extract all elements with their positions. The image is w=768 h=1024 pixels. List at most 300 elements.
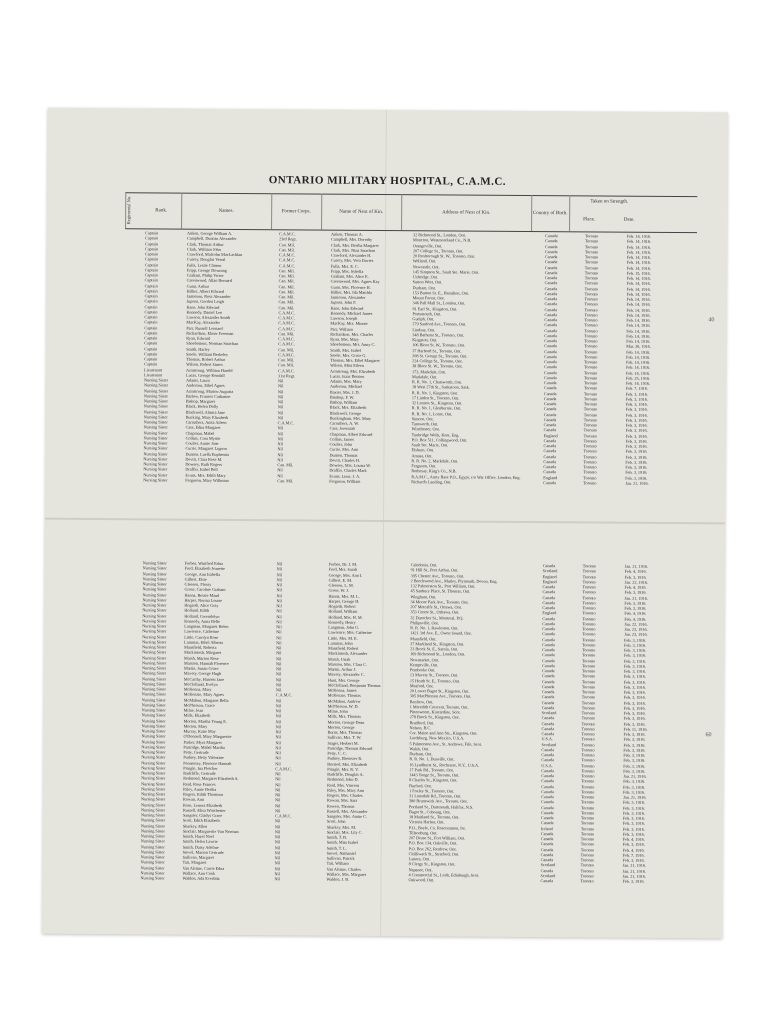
cell-corps: Nil xyxy=(276,597,282,604)
cell-rank: Captain xyxy=(144,235,159,241)
cell-rank: Nursing Sister xyxy=(142,602,167,608)
cell-date: Jan. 21, 1916. xyxy=(622,862,647,869)
cell-date: Feb. 15, 1916. xyxy=(626,270,651,276)
cell-country: Canada xyxy=(542,563,556,569)
cell-date: Feb. 14, 1916. xyxy=(626,244,652,250)
cell-corps: Nil xyxy=(276,571,283,577)
cell-place: Toronto xyxy=(580,841,594,847)
cell-name: Lawson, Alexander Smith xyxy=(186,314,231,320)
cell-country: Canada xyxy=(540,867,554,873)
cell-address: Renfrew, Ont. xyxy=(409,698,434,704)
cell-address: 1443 Yonge St., Toronto, Ont. xyxy=(409,772,460,778)
cell-place: Toronto xyxy=(584,238,599,244)
cell-name: Hanna, Bessie Maud xyxy=(184,592,220,598)
cell-rank: Nursing Sister xyxy=(142,633,167,639)
cell-rank: Captain xyxy=(144,330,158,336)
cell-rank: Nursing Sister xyxy=(142,628,167,634)
cell-corps: Nil xyxy=(274,844,281,850)
cell-corps: C.A.M.C. xyxy=(278,367,295,373)
cell-corps: C.A.M.C. xyxy=(278,310,296,316)
cell-corps: Nil xyxy=(274,870,280,877)
cell-rank: Nursing Sister xyxy=(143,419,168,425)
cell-rank: Captain xyxy=(144,240,158,246)
cell-name: Parr, Russell Leonard xyxy=(186,325,223,331)
cell-place: Toronto xyxy=(581,752,595,758)
cell-name: Jupson, Gordon Leigh xyxy=(186,298,224,305)
cell-kin: Jupson, John F. xyxy=(330,299,357,306)
cell-name: Aitken, George William A. xyxy=(187,230,233,236)
cell-rank: Captain xyxy=(144,351,158,357)
cell-address: 31 Lonsdale Rd., Toronto, Ont. xyxy=(409,793,462,799)
cell-name: Murray, Katie May xyxy=(183,728,216,734)
cell-kin: Carruthers, A. W. xyxy=(329,420,359,426)
cell-place: Toronto xyxy=(584,270,598,276)
cell-corps: Nil xyxy=(276,566,283,572)
cell-place: Toronto xyxy=(583,432,597,438)
cell-corps: Nil xyxy=(275,681,282,688)
cell-address: Napanee, Ont. xyxy=(408,866,433,872)
cell-address: Caledonia, Ont. xyxy=(410,562,438,568)
cell-kin: McClelland, Benjamin Thomas xyxy=(327,682,381,688)
cell-address: 34 Moore Park Ave., Toronto, Ont. xyxy=(410,598,469,605)
cell-country: Canada xyxy=(542,657,555,663)
cell-name: Barlow, Frances Catharine xyxy=(185,393,231,399)
cell-kin: Lawson, Joseph xyxy=(330,315,358,321)
cell-place: Toronto xyxy=(584,296,598,302)
cell-corps: Nil xyxy=(275,697,282,703)
header-reg-no: Regimental No. xyxy=(125,192,142,228)
cell-date: Feb. 3, 1916. xyxy=(623,736,646,743)
cell-reg-no xyxy=(123,477,141,482)
cell-place: Toronto xyxy=(584,327,598,333)
cell-country: Canada xyxy=(541,773,554,779)
cell-country: Canada xyxy=(542,620,555,626)
cell-date: Feb. 3, 1916. xyxy=(623,689,646,695)
cell-date: Feb. 4, 1916. xyxy=(624,610,647,617)
cell-rank: Nursing Sister xyxy=(141,717,166,723)
cell-country: Canada xyxy=(544,243,558,249)
cell-date: Feb. 7, 1916. xyxy=(625,385,648,392)
cell-address: 145 Simpson St., Sault Ste. Marie, Ont. xyxy=(412,268,479,275)
cell-place: Toronto xyxy=(584,254,599,260)
cell-country: Canada xyxy=(544,296,558,302)
cell-address: Newcastle, Ont. xyxy=(412,263,440,269)
cell-address: Ferguson, Ont. xyxy=(411,463,437,469)
cell-rank: Captain xyxy=(144,361,158,367)
page-mark-bottom: 60 xyxy=(705,732,712,739)
cell-date: Feb. 3, 1916. xyxy=(622,857,645,863)
cell-corps: Nil xyxy=(275,708,282,714)
cell-corps: C.A.M.C. xyxy=(278,231,296,237)
cell-corps: Nil xyxy=(274,834,281,840)
cell-rank: Nursing Sister xyxy=(140,807,166,813)
cell-country: Canada xyxy=(542,652,555,658)
cell-country: Canada xyxy=(542,584,556,590)
cell-date: Jan. 22, 1916. xyxy=(624,621,648,627)
cell-address: 106 Bloor St. W., Toronto, Ont. xyxy=(412,342,465,348)
cell-date: Feb. 3, 1916. xyxy=(623,705,646,711)
cell-place: Toronto xyxy=(581,736,595,742)
cell-rank: Nursing Sister xyxy=(142,591,167,597)
cell-corps: Nil xyxy=(275,802,281,808)
cell-rank: Nursing Sister xyxy=(141,786,166,792)
cell-rank: Nursing Sister xyxy=(140,864,165,870)
cell-address: Kemptville, Ont. xyxy=(409,661,439,668)
cell-name: Devitt, Clara Rose M. xyxy=(185,456,223,462)
cell-date: Feb. 3, 1916. xyxy=(622,878,645,884)
cell-name: Forbes, Winifred Edna xyxy=(184,560,223,566)
cell-place: Toronto xyxy=(583,422,597,428)
cell-rank: Nursing Sister xyxy=(141,749,166,755)
cell-date: Feb. 14, 1916. xyxy=(626,254,651,260)
cell-corps: Nil xyxy=(275,797,281,803)
cell-date: Feb. 3, 1916. xyxy=(625,406,648,413)
cell-kin: Gilbert, E. M. xyxy=(328,577,353,583)
cell-country: Canada xyxy=(542,615,555,621)
cell-name: Pennessey, Florence Hannah xyxy=(183,760,232,766)
cell-kin: George, Mrs. Ann I. xyxy=(328,572,363,578)
cell-rank: Nursing Sister xyxy=(143,414,168,420)
cell-kin: Mills, Mrs. Thomas xyxy=(327,713,361,720)
cell-address: Cor. Maine and Ann Sts., Kingston, Ont. xyxy=(409,730,478,736)
cell-date: Feb. 3, 1916. xyxy=(625,391,648,397)
cell-kin: Greenwood, Mrs. Agnes Kay xyxy=(330,278,380,285)
cell-corps: Nil xyxy=(275,739,281,745)
cell-date: Feb. 3, 1916. xyxy=(623,679,646,685)
cell-kin: Kennedy, Michael James xyxy=(330,310,373,316)
cell-name: Little, Carolyn Rose xyxy=(184,634,219,640)
cell-corps: Can. Mil. xyxy=(278,278,295,284)
top-table-body xyxy=(123,230,697,486)
cell-corps: Nil xyxy=(274,828,281,835)
cell-kin: Gunn, Mrs. Florence H. xyxy=(330,284,371,290)
cell-country: Canada xyxy=(540,809,554,815)
cell-date: Feb. 3, 1916. xyxy=(622,831,645,837)
cell-address: Kingston, Ont. xyxy=(412,337,438,343)
cell-kin: Forbes, Dr. J. M. xyxy=(328,561,358,567)
cell-rank: Nursing Sister xyxy=(143,377,169,383)
cell-address: 37 Markland St., Kingston, Ont. xyxy=(410,640,465,647)
cell-kin: Gleeson, L. M. xyxy=(328,582,354,588)
cell-address: 4 Commercial St., Leith, Edinburgh, Scot. xyxy=(408,871,480,878)
cell-place: Toronto xyxy=(582,615,596,621)
cell-place: Toronto xyxy=(584,354,598,360)
cell-rank: Nursing Sister xyxy=(143,450,168,456)
cell-country: Canada xyxy=(541,715,555,721)
cell-corps: Nil xyxy=(275,660,282,667)
cell-date: Feb. 14, 1916. xyxy=(626,259,651,266)
cell-country: Canada xyxy=(543,401,557,407)
cell-rank: Nursing Sister xyxy=(140,812,166,818)
cell-address: R. R. No. 1, Rawleston, Ont. xyxy=(410,625,459,631)
cell-address: Winchester, Ont. xyxy=(411,426,440,432)
cell-corps: C.A.M.C. xyxy=(275,692,293,698)
cell-country: Canada xyxy=(541,720,555,726)
cell-kin: Sangster, Mrs. Annie C. xyxy=(326,813,368,819)
cell-rank: Nursing Sister xyxy=(141,791,166,797)
cell-rank: Nursing Sister xyxy=(143,387,169,393)
cell-address: R. R. No. 1, Dunville, Ont. xyxy=(409,756,455,762)
cell-place: Toronto xyxy=(580,815,595,821)
cell-country: Canada xyxy=(543,427,557,433)
cell-country: Canada xyxy=(540,830,554,836)
cell-country: Canada xyxy=(544,280,558,286)
cell-corps: Nil xyxy=(275,792,281,798)
cell-rank: Nursing Sister xyxy=(142,581,167,587)
cell-place: Toronto xyxy=(583,427,597,433)
cell-address: 207 Dease St., Fort William, Ont. xyxy=(408,835,465,841)
cell-rank: Nursing Sister xyxy=(143,461,168,467)
cell-corps: Can. Mil. xyxy=(278,283,295,289)
cell-address: 1 Foxley St., Toronto, Ont. xyxy=(409,787,455,794)
cell-date: Feb. 3, 1916. xyxy=(623,799,646,806)
cell-name: Ford, Elizabeth Jeanette xyxy=(184,565,226,572)
cell-corps: Nil xyxy=(275,687,282,693)
cell-corps: C.A.M.C. xyxy=(277,420,295,426)
cell-name: Ferguson, Mary Willmina xyxy=(185,477,229,483)
cell-country: Canada xyxy=(541,673,555,679)
cell-name: Wallace, Ann Cook xyxy=(182,870,216,876)
cell-date: Feb. 3, 1916. xyxy=(624,652,647,659)
cell-place: Toronto xyxy=(581,663,596,669)
cell-country: Canada xyxy=(540,857,554,863)
cell-corps: Can. Mil. xyxy=(278,304,295,310)
cell-name: Anderson, Ethel Agnes xyxy=(185,382,225,389)
horizontal-fold xyxy=(45,518,725,525)
cell-place: Toronto xyxy=(580,873,594,879)
cell-rank: Nursing Sister xyxy=(141,707,166,713)
cell-corps: C.A.M.C. xyxy=(278,341,295,347)
cell-country: England xyxy=(542,573,557,579)
cell-place: Toronto xyxy=(581,731,595,737)
cell-kin: Marsh, Uriah xyxy=(328,656,351,662)
cell-address: 5 Palmerston Ave., St. Andrews, Fife, Scot. xyxy=(409,740,482,747)
cell-name: Mavety, George Hugh xyxy=(183,670,222,677)
cell-rank: Nursing Sister xyxy=(143,477,168,483)
cell-place: Toronto xyxy=(582,657,596,663)
cell-country: Canada xyxy=(542,594,556,600)
cell-place: Toronto xyxy=(583,401,598,407)
cell-place: Toronto xyxy=(580,878,594,884)
cell-country: Canada xyxy=(540,836,554,842)
cell-kin: Smith, T. B. xyxy=(326,834,348,840)
cell-date: Feb. 3, 1916. xyxy=(623,757,646,764)
cell-address: Elsburn, Ont. xyxy=(411,447,434,453)
cell-date: Feb. 7, 1916. xyxy=(622,852,645,858)
cell-corps: Nil xyxy=(276,624,282,630)
cell-date: Feb. 14, 1916. xyxy=(626,349,651,355)
cell-kin: Scott, John xyxy=(326,818,346,824)
cell-date: Feb. 25, 1916. xyxy=(626,375,651,381)
cell-place: Toronto xyxy=(584,322,598,328)
cell-rank: Captain xyxy=(144,335,158,341)
cell-place: Toronto xyxy=(584,264,599,270)
cell-place: Toronto xyxy=(582,579,596,585)
cell-date: Feb. 14, 1916. xyxy=(626,238,652,245)
cell-country: Canada xyxy=(541,804,554,810)
cell-country: Canada xyxy=(540,878,554,884)
cell-name: Graham, Philip Victor xyxy=(186,272,224,278)
cell-place: Toronto xyxy=(584,275,598,281)
cell-country: Canada xyxy=(543,411,557,417)
cell-place: Toronto xyxy=(581,747,595,753)
cell-address: 13 Mavety St., Toronto, Ont. xyxy=(409,672,459,678)
cell-corps: 31st Regt. xyxy=(278,372,296,379)
cell-address: 17 Linden St., Toronto, Ont. xyxy=(411,394,460,401)
cell-name: George, Ann Isabella xyxy=(184,571,221,577)
cell-address: R. R. No. 1, Kingston, Ont. xyxy=(411,389,458,396)
cell-rank: Nursing Sister xyxy=(140,859,165,865)
cell-name: McKenzie, Mary Agnes xyxy=(183,691,224,698)
cell-place: Toronto xyxy=(584,312,598,318)
cell-name: McKenna, Mary xyxy=(183,686,212,692)
cell-name: Van Alstine, Carrie Edna xyxy=(182,865,225,871)
cell-kin: McMahon, Andrew xyxy=(327,698,361,704)
cell-address: 20 Lower Bagot St., Kingston, Ont. xyxy=(409,688,470,694)
cell-country: Canada xyxy=(543,380,557,386)
cell-kin: Buckingham, Mrs. Mary xyxy=(329,415,372,421)
cell-country: Ireland xyxy=(540,825,553,831)
cell-address: R. R. No. 2, Markdale, Ont. xyxy=(411,457,459,464)
cell-place: Toronto xyxy=(582,626,596,632)
cell-rank: Captain xyxy=(144,303,158,309)
cell-name: Cass, Edna Margaret xyxy=(185,424,221,431)
cell-date: Jan. 23, 1916. xyxy=(624,631,648,638)
cell-kin: Dowsey, Mrs. Louisa W. xyxy=(329,462,371,468)
cell-corps: C.A.M.C. xyxy=(274,813,292,819)
cell-date: Feb. 3, 1916. xyxy=(625,448,648,455)
cell-country: Canada xyxy=(541,757,554,763)
cell-kin: Jamieson, Alexander xyxy=(330,294,366,300)
cell-place: Toronto xyxy=(583,453,597,459)
cell-rank: Captain xyxy=(144,293,158,299)
cell-kin: Waldon, J. B. xyxy=(326,876,350,882)
cell-address: Welland, Ont. xyxy=(412,258,437,264)
cell-rank: Nursing Sister xyxy=(142,639,167,645)
cell-kin: Sharkey, Mrs. M. xyxy=(326,824,357,830)
cell-kin: Smith, Miss Isabel xyxy=(326,839,359,846)
document-sheet xyxy=(42,108,728,939)
cell-address: 1421 3rd Ave. E., Owen Sound, Ont. xyxy=(410,630,472,636)
cell-place: Toronto xyxy=(584,306,598,312)
cell-kin: McKenzie, Thomas xyxy=(327,692,361,699)
cell-corps: Nil xyxy=(274,876,280,882)
cell-kin: Adams, Mrs. Mary xyxy=(329,378,362,384)
cell-place: Toronto xyxy=(583,459,597,465)
cell-name: Smith, Harley xyxy=(186,346,210,352)
cell-kin: Langman, John G. xyxy=(328,624,360,630)
cell-rank: Nursing Sister xyxy=(142,576,167,582)
cell-name: Richardson, Elmer Freeman xyxy=(186,330,234,336)
cell-address: Moncton, Westmoreland Co., N.B. xyxy=(412,237,472,243)
cell-rank: Nursing Sister xyxy=(141,675,167,681)
cell-address: Portsmouth, Ont. xyxy=(412,310,442,317)
cell-address: Newmarket, Ont. xyxy=(410,656,440,662)
cell-date: Feb. 3, 1916. xyxy=(624,642,647,648)
cell-address: Guelph, Ont. xyxy=(412,316,435,322)
cell-name: Evans, Mrs. Edith Mary xyxy=(185,472,226,478)
cell-date: Feb. 3, 1916. xyxy=(623,710,646,716)
cell-date: Feb. 3, 1916. xyxy=(623,784,646,790)
cell-kin: Milne, John xyxy=(327,708,348,714)
cell-address: 8 Clergy St., Kingston, Ont. xyxy=(408,861,456,867)
cell-country: Canada xyxy=(542,636,555,642)
cell-place: Toronto xyxy=(584,243,599,249)
cell-rank: Nursing Sister xyxy=(141,702,166,708)
cell-corps: C.A.M.C. xyxy=(278,352,295,358)
cell-kin: Hogarth, Robert xyxy=(328,603,356,609)
cell-country: Canada xyxy=(542,641,555,647)
cell-name: McMahon, Margaret Bella xyxy=(183,697,229,703)
cell-rank: Nursing Sister xyxy=(142,654,167,660)
cell-date: Feb. 3, 1916. xyxy=(623,768,646,774)
cell-country: Canada xyxy=(542,605,555,611)
cell-rank: Nursing Sister xyxy=(141,712,166,718)
cell-rank: Nursing Sister xyxy=(143,440,168,446)
cell-corps: Nil xyxy=(277,467,283,473)
cell-name: Armstrong, William Harold xyxy=(186,367,233,373)
cell-kin: Hunt, Mrs. George xyxy=(327,677,360,683)
cell-rank: Captain xyxy=(144,277,158,283)
cell-date: Feb. 3, 1916. xyxy=(623,789,646,795)
cell-place: Toronto xyxy=(582,573,596,579)
cell-country: Canada xyxy=(542,626,555,632)
cell-place: Toronto xyxy=(583,474,597,480)
cell-rank: Nursing Sister xyxy=(142,618,167,624)
cell-name: Martin, Susan Grace xyxy=(183,665,219,671)
cell-address: Uxbridge, Ont. xyxy=(412,274,438,280)
cell-corps: Nil xyxy=(275,734,281,740)
cell-country: Canada xyxy=(544,233,558,239)
cell-place: Toronto xyxy=(583,385,598,391)
cell-name: Clark, William John xyxy=(186,246,221,252)
cell-date: Feb. 4, 1916. xyxy=(624,568,647,575)
cell-kin: Kennedy, Henry xyxy=(328,619,356,625)
cell-corps: C.A.M.C. xyxy=(278,320,295,326)
cell-name: Gunn, Arthur xyxy=(186,283,210,289)
cell-address: 348 Bathurst St., Toronto, Ont. xyxy=(412,331,465,338)
cell-place: Toronto xyxy=(582,600,596,606)
cell-kin: Little, Mrs. M. E. xyxy=(328,635,358,641)
cell-country: Canada xyxy=(544,275,558,281)
cell-date: Feb. 14, 1916. xyxy=(626,249,651,255)
cell-name: Collins, Cora Myrtle xyxy=(185,435,221,441)
cell-place: Toronto xyxy=(581,783,595,789)
cell-rank: Nursing Sister xyxy=(141,738,166,744)
cell-rank: Captain xyxy=(144,246,158,252)
cell-country: U.S.A. xyxy=(541,736,554,742)
cell-date: Feb. 3, 1916. xyxy=(623,715,646,722)
cell-place: Toronto xyxy=(583,448,597,454)
cell-rank: Nursing Sister xyxy=(143,408,168,414)
cell-kin: Lammas, John xyxy=(328,640,353,646)
cell-country: Canada xyxy=(541,725,555,731)
cell-corps: Nil xyxy=(276,613,282,619)
cell-kin: Fripp, Mrs. Sybella xyxy=(330,268,364,274)
cell-rank: Nursing Sister xyxy=(143,382,169,388)
cell-country: Canada xyxy=(542,599,556,605)
cell-date: Mar. 26, 1916. xyxy=(626,343,651,350)
cell-kin: Coulter, John xyxy=(329,441,352,447)
cell-place: Toronto xyxy=(584,369,598,375)
cell-country: Canada xyxy=(543,406,557,412)
cell-place: Toronto xyxy=(583,438,597,444)
cell-place: Toronto xyxy=(584,233,599,239)
cell-kin: Dunton, Thomas xyxy=(329,452,358,458)
cell-country: Scotland xyxy=(540,862,556,868)
cell-country: Canada xyxy=(541,694,555,700)
cell-date: Jan. 21, 1916. xyxy=(624,595,648,601)
